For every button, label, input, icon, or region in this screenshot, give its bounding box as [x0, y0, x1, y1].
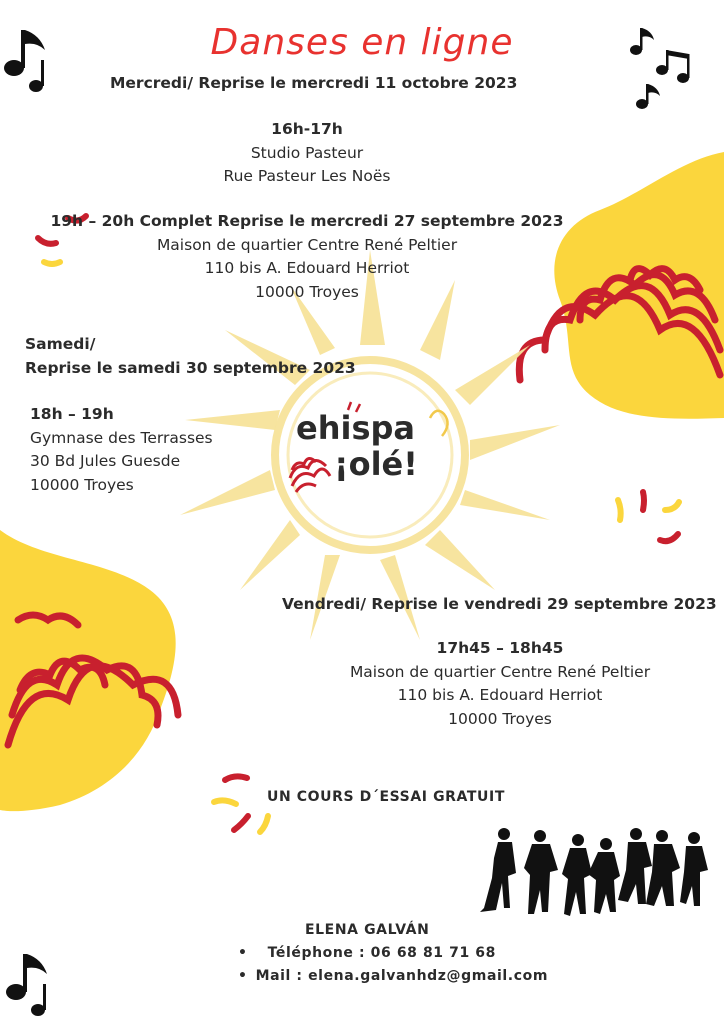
friday-place: Maison de quartier Centre René Peltier	[349, 662, 651, 681]
saturday-address: 30 Bd Jules Guesde	[30, 452, 181, 470]
logo-line1: ehispa	[296, 409, 415, 447]
wednesday-slot2-city: 10000 Troyes	[255, 282, 359, 301]
contact-phone-row	[238, 945, 496, 961]
saturday-header-line1: Samedi/	[25, 335, 96, 353]
contact-mail-row	[238, 968, 548, 984]
friday-address: 110 bis A. Edouard Herriot	[397, 686, 603, 704]
wednesday-slot1-time: 16h-17h	[271, 120, 343, 138]
wednesday-slot1	[0, 118, 614, 189]
dancers-silhouette-icon	[480, 828, 708, 916]
saturday-city: 10000 Troyes	[30, 475, 134, 494]
saturday-time: 18h – 19h	[30, 405, 114, 423]
bullet-icon: •	[238, 968, 248, 984]
bullet-icon: •	[238, 945, 248, 961]
wednesday-header: Mercredi/ Reprise le mercredi 11 octobre 2023	[110, 74, 518, 92]
logo	[296, 410, 446, 482]
wednesday-slot2-address: 110 bis A. Edouard Herriot	[204, 259, 410, 277]
wednesday-slot1-place: Studio Pasteur	[250, 143, 364, 162]
saturday-header-line2: Reprise le samedi 30 septembre 2023	[25, 358, 356, 377]
contact-name: ELENA GALVÁN	[305, 922, 430, 938]
contact-mail[interactable]: Mail : elena.galvanhdz@gmail.com	[255, 968, 549, 984]
friday-header: Vendredi/ Reprise le vendredi 29 septembre 2023	[282, 595, 717, 613]
page-title: Danses en ligne	[210, 22, 514, 63]
free-trial-banner: UN COURS D´ESSAI GRATUIT	[267, 789, 505, 805]
wednesday-slot1-address: Rue Pasteur Les Noës	[223, 167, 391, 185]
wednesday-slot2-place: Maison de quartier Centre René Peltier	[156, 235, 458, 254]
wednesday-slot2	[0, 210, 614, 304]
logo-line2: ¡olé!	[334, 445, 418, 483]
friday-slot	[320, 637, 680, 731]
friday-time: 17h45 – 18h45	[436, 639, 564, 657]
saturday-slot	[30, 403, 213, 497]
saturday-header	[25, 333, 356, 380]
friday-city: 10000 Troyes	[448, 709, 552, 728]
wednesday-slot2-time: 19h – 20h Complet Reprise le mercredi 27 septembre 2023	[50, 212, 564, 230]
music-note-icon-bottom	[6, 954, 47, 1016]
dashes-right	[618, 492, 679, 541]
saturday-place: Gymnase des Terrasses	[30, 428, 213, 447]
contact-phone[interactable]: Téléphone : 06 68 81 71 68	[267, 945, 496, 961]
dashes-bottom-left	[214, 776, 268, 832]
